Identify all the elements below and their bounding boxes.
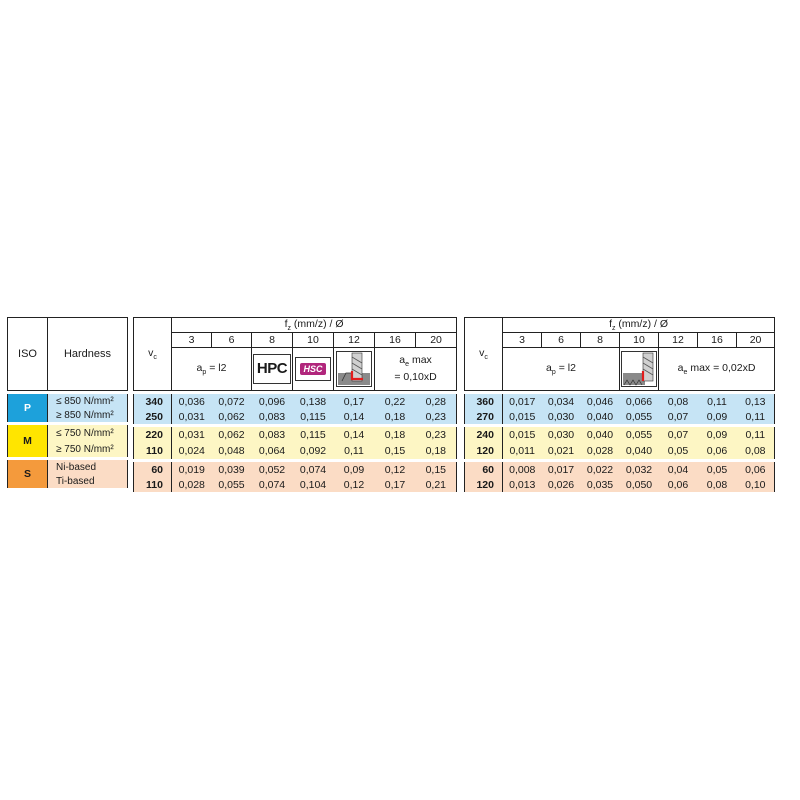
- ae-max-label: $a_e$ max = 0,10xD: [375, 348, 457, 391]
- fz-value: 0,072: [218, 395, 245, 408]
- fz-value: 0,14: [343, 429, 365, 442]
- diameter-header: 6: [542, 333, 581, 348]
- fz-value: 0,030: [547, 429, 575, 442]
- vc-value: 110: [134, 477, 172, 492]
- fz-value: 0,062: [218, 410, 245, 423]
- fz-value: 0,024: [178, 445, 205, 458]
- hardness-cell: Ni-based: [48, 460, 128, 474]
- iso-badge-s: S: [8, 460, 48, 488]
- fz-value: 0,083: [258, 410, 286, 423]
- fz-value: 0,074: [299, 463, 327, 476]
- fz-value: 0,06: [706, 445, 728, 458]
- fz-value: 0,046: [586, 395, 614, 408]
- fz-value: 0,074: [258, 478, 286, 491]
- fz-value: 0,23: [416, 427, 457, 443]
- ae-max-label: $a_e$ max = 0,02xD: [659, 348, 775, 391]
- fz-value: 0,013: [509, 478, 536, 491]
- vc-value: 120: [465, 477, 503, 492]
- cutting-data-table-a: [133, 317, 457, 492]
- fz-value: 0,11: [737, 427, 775, 443]
- vc-value: 60: [465, 462, 503, 477]
- fz-value: 0,062: [218, 429, 245, 442]
- diameter-header: 8: [581, 333, 620, 348]
- hsc-logo: HSC: [293, 348, 334, 391]
- fz-value: 0,031: [178, 410, 205, 423]
- diameter-header: 12: [659, 333, 698, 348]
- vc-value: 340: [134, 394, 172, 409]
- diameter-header: 8: [252, 333, 293, 348]
- vc-value: 360: [465, 394, 503, 409]
- table-row: [134, 394, 457, 409]
- fz-value: 0,17: [384, 478, 406, 491]
- fz-value: 0,17: [343, 395, 365, 408]
- fz-value: 0,039: [218, 463, 245, 476]
- vc-value: 110: [134, 443, 172, 459]
- diameter-header: 12: [334, 333, 375, 348]
- fz-value: 0,14: [343, 410, 365, 423]
- fz-value: 0,21: [416, 477, 457, 492]
- fz-value: 0,055: [218, 478, 245, 491]
- fz-value: 0,052: [258, 463, 286, 476]
- table-row: [134, 443, 457, 459]
- fz-value: 0,138: [299, 395, 327, 408]
- vc-header: $v_c$: [134, 318, 172, 391]
- fz-value: 0,019: [178, 463, 205, 476]
- fz-value: 0,092: [299, 445, 327, 458]
- vc-value: 220: [134, 427, 172, 443]
- table-row: [465, 394, 775, 409]
- diameter-header: 10: [620, 333, 659, 348]
- fz-value: 0,05: [706, 463, 728, 476]
- iso-hardness-table: [7, 317, 128, 488]
- hardness-cell: ≥ 750 N/mm²: [48, 441, 128, 457]
- fz-value: 0,066: [625, 395, 653, 408]
- fz-value: 0,18: [384, 429, 406, 442]
- table-row: [465, 427, 775, 443]
- ap-label: $a_p = l2$: [503, 348, 620, 391]
- fz-value: 0,021: [547, 445, 575, 458]
- vc-value: 60: [134, 462, 172, 477]
- fz-value: 0,23: [416, 409, 457, 424]
- fz-value: 0,12: [384, 463, 406, 476]
- table-row: [134, 427, 457, 443]
- diameter-header: 16: [375, 333, 416, 348]
- diameter-header: 20: [416, 333, 457, 348]
- fz-value: 0,048: [218, 445, 245, 458]
- fz-value: 0,08: [706, 478, 728, 491]
- fz-value: 0,115: [300, 429, 326, 442]
- fz-value: 0,008: [509, 463, 536, 476]
- fz-value: 0,055: [625, 410, 653, 423]
- fz-value: 0,09: [706, 429, 728, 442]
- fz-value: 0,10: [737, 477, 775, 492]
- fz-value: 0,11: [344, 445, 364, 458]
- fz-value: 0,096: [258, 395, 286, 408]
- fz-value: 0,09: [706, 410, 728, 423]
- fz-value: 0,031: [178, 429, 205, 442]
- table-row: [465, 409, 775, 424]
- fz-value: 0,034: [547, 395, 575, 408]
- iso-badge-p: P: [8, 394, 48, 422]
- iso-header: ISO: [8, 318, 48, 391]
- table-row: [134, 477, 457, 492]
- fz-value: 0,07: [667, 429, 689, 442]
- milling-cutter-slot-icon: [334, 348, 375, 391]
- diameter-header: 6: [212, 333, 252, 348]
- fz-value: 0,15: [416, 462, 457, 477]
- vc-value: 250: [134, 409, 172, 424]
- fz-value: 0,015: [509, 429, 536, 442]
- table-row: [465, 477, 775, 492]
- fz-value: 0,08: [737, 443, 775, 459]
- fz-value: 0,030: [547, 410, 575, 423]
- fz-value: 0,08: [667, 395, 689, 408]
- hardness-cell: ≥ 850 N/mm²: [48, 408, 128, 422]
- fz-value: 0,017: [509, 395, 536, 408]
- fz-value: 0,11: [707, 395, 727, 408]
- fz-value: 0,07: [667, 410, 689, 423]
- fz-value: 0,05: [667, 445, 689, 458]
- hardness-cell: ≤ 850 N/mm²: [48, 394, 128, 408]
- vc-value: 120: [465, 443, 503, 459]
- cutting-data-table-b: [464, 317, 775, 492]
- fz-value: 0,055: [625, 429, 653, 442]
- fz-value: 0,040: [625, 445, 653, 458]
- fz-value: 0,104: [299, 478, 327, 491]
- fz-value: 0,13: [737, 394, 775, 409]
- fz-value: 0,036: [178, 395, 205, 408]
- fz-value: 0,040: [586, 410, 614, 423]
- ap-label: $a_p = l2$: [172, 348, 252, 391]
- fz-value: 0,022: [586, 463, 614, 476]
- fz-value: 0,015: [509, 410, 536, 423]
- iso-badge-m: M: [8, 425, 48, 457]
- fz-value: 0,15: [384, 445, 406, 458]
- fz-value: 0,028: [586, 445, 614, 458]
- table-row: [134, 462, 457, 477]
- fz-value: 0,026: [547, 478, 575, 491]
- diameter-header: 10: [293, 333, 334, 348]
- diameter-header: 16: [698, 333, 737, 348]
- hardness-cell: Ti-based: [48, 474, 128, 488]
- fz-value: 0,040: [586, 429, 614, 442]
- fz-value: 0,035: [586, 478, 614, 491]
- fz-header: $f_z$ (mm/z) / Ø: [503, 318, 775, 333]
- table-row: [134, 409, 457, 424]
- fz-value: 0,09: [343, 463, 365, 476]
- fz-value: 0,06: [737, 462, 775, 477]
- fz-value: 0,06: [667, 478, 689, 491]
- fz-value: 0,064: [258, 445, 286, 458]
- fz-value: 0,04: [667, 463, 689, 476]
- fz-value: 0,011: [509, 445, 535, 458]
- diameter-header: 3: [172, 333, 212, 348]
- hpc-logo: HPC: [252, 348, 293, 391]
- fz-value: 0,18: [384, 410, 406, 423]
- diameter-header: 20: [737, 333, 775, 348]
- fz-value: 0,083: [258, 429, 286, 442]
- hardness-header: Hardness: [48, 318, 128, 391]
- fz-value: 0,12: [343, 478, 365, 491]
- fz-header: $f_z$ (mm/z) / Ø: [172, 318, 457, 333]
- hardness-cell: ≤ 750 N/mm²: [48, 425, 128, 441]
- fz-value: 0,18: [416, 443, 457, 459]
- milling-cutter-side-icon: [620, 348, 659, 391]
- table-row: [465, 443, 775, 459]
- vc-value: 270: [465, 409, 503, 424]
- vc-header: $v_c$: [465, 318, 503, 391]
- table-row: [465, 462, 775, 477]
- vc-value: 240: [465, 427, 503, 443]
- fz-value: 0,028: [178, 478, 205, 491]
- fz-value: 0,017: [547, 463, 575, 476]
- fz-value: 0,22: [384, 395, 406, 408]
- fz-value: 0,28: [416, 394, 457, 409]
- fz-value: 0,032: [625, 463, 653, 476]
- fz-value: 0,11: [737, 409, 775, 424]
- diameter-header: 3: [503, 333, 542, 348]
- fz-value: 0,050: [625, 478, 653, 491]
- fz-value: 0,115: [300, 410, 326, 423]
